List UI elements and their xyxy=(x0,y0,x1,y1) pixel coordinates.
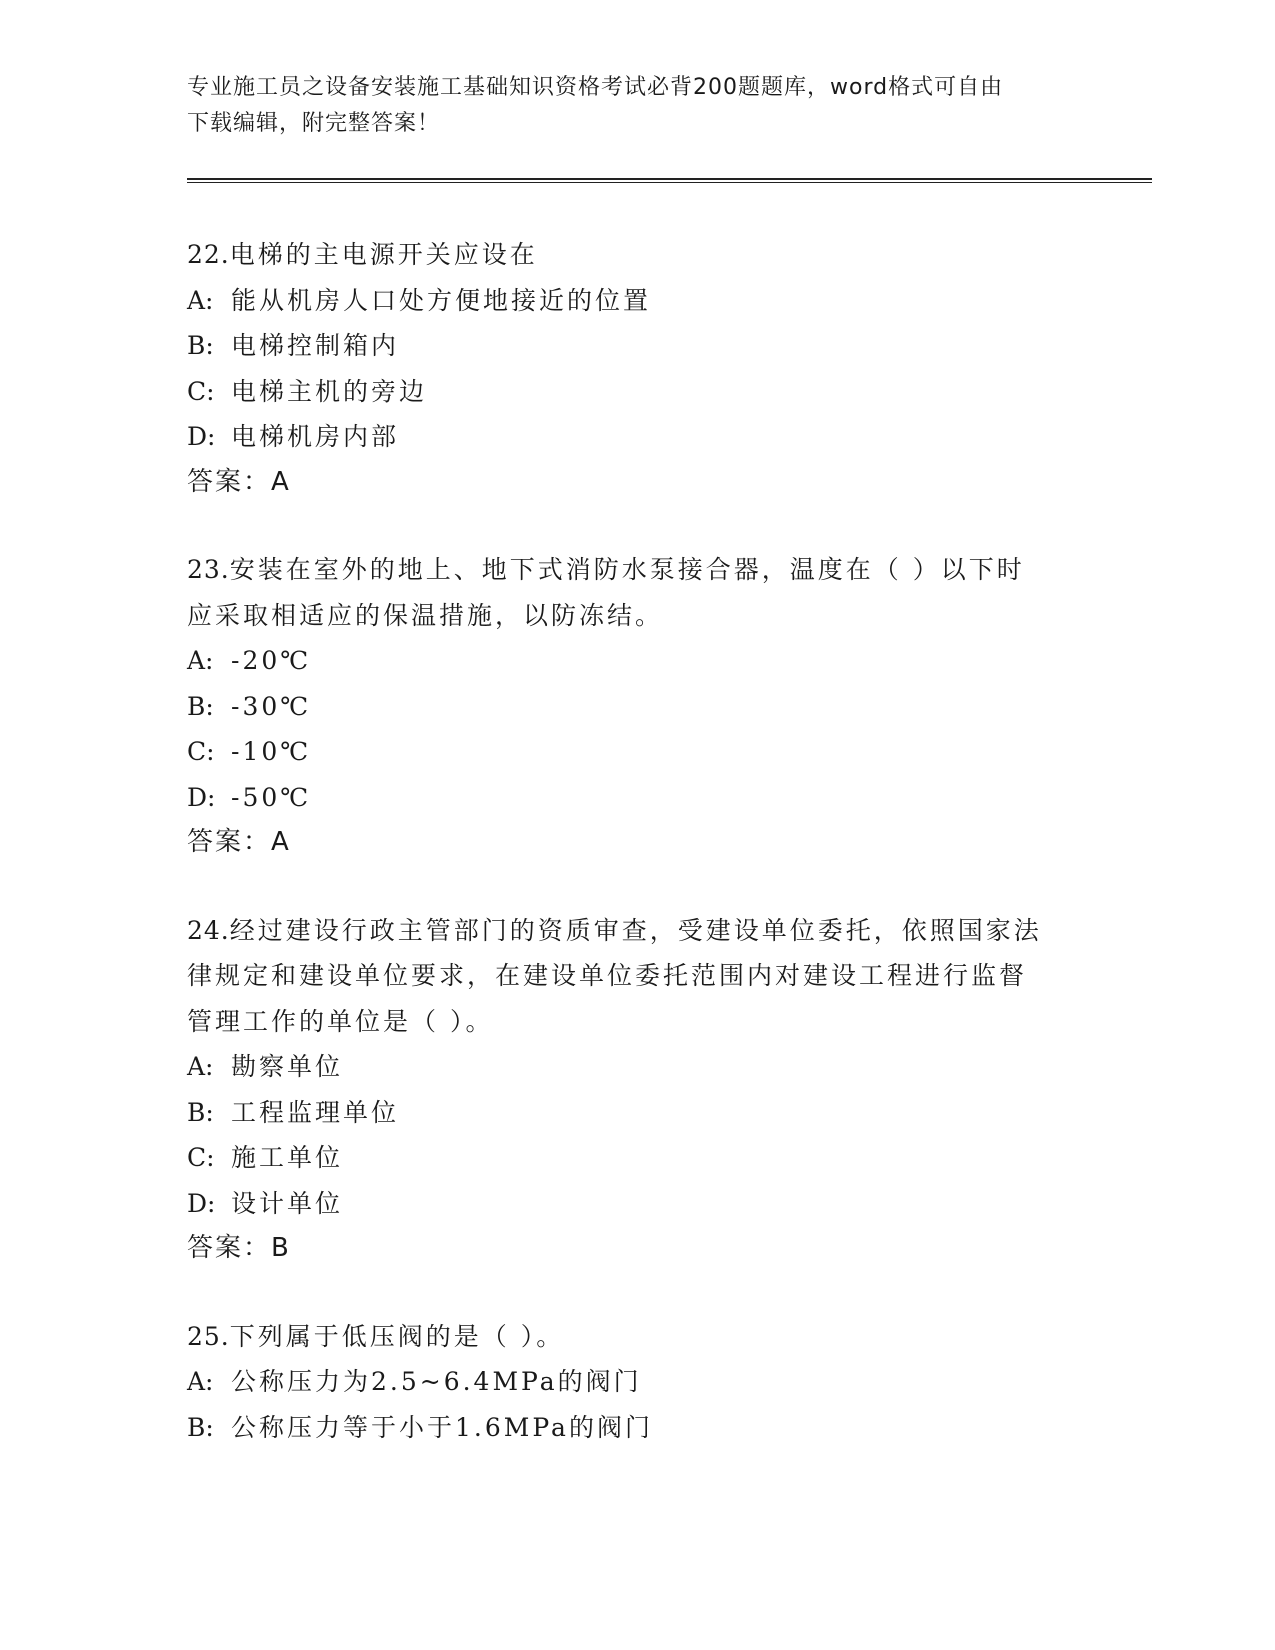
option-c xyxy=(187,369,1087,415)
header-line-1: 专业施工员之设备安装施工基础知识资格考试必背200题题库，word格式可自由 xyxy=(187,75,1004,100)
option-letter: B: xyxy=(187,691,214,721)
option-text: 电梯主机的旁边 xyxy=(231,376,428,406)
question-stem xyxy=(187,908,1087,954)
option-b xyxy=(187,684,1087,730)
option-text: -20℃ xyxy=(231,646,312,675)
option-text: 能从机房人口处方便地接近的位置 xyxy=(231,285,652,315)
option-letter: A: xyxy=(187,1052,214,1081)
option-letter: A: xyxy=(187,285,214,315)
option-letter: D: xyxy=(187,1188,216,1218)
question-22 xyxy=(187,232,1087,505)
option-a xyxy=(187,638,1087,684)
option-text: 工程监理单位 xyxy=(231,1097,400,1127)
question-list xyxy=(187,232,1087,1492)
question-text: 安装在室外的地上、地下式消防水泵接合器，温度在（ ）以下时 xyxy=(229,555,1025,584)
question-stem xyxy=(187,547,1087,593)
option-letter: A: xyxy=(187,646,214,675)
option-d xyxy=(187,414,1087,460)
option-text: 电梯机房内部 xyxy=(231,422,400,451)
option-letter: B: xyxy=(187,331,214,360)
question-stem-continued: 管理工作的单位是（ ）。 xyxy=(187,1006,494,1036)
option-d xyxy=(187,775,1087,821)
option-letter: C: xyxy=(187,1143,215,1172)
question-number: 23. xyxy=(187,555,230,584)
option-d xyxy=(187,1181,1087,1227)
question-stem-continued: 应采取相适应的保温措施，以防冻结。 xyxy=(187,600,664,630)
option-b xyxy=(187,1090,1087,1136)
page-header xyxy=(187,70,1067,142)
option-text: 公称压力为2.5~6.4MPa的阀门 xyxy=(231,1367,642,1396)
option-text: 设计单位 xyxy=(231,1188,344,1218)
option-a xyxy=(187,278,1087,324)
question-number: 25. xyxy=(187,1321,230,1351)
option-text: 勘察单位 xyxy=(231,1052,344,1081)
option-text: -30℃ xyxy=(231,691,312,721)
option-letter: B: xyxy=(187,1412,214,1442)
question-stem xyxy=(187,1314,1087,1360)
option-letter: C: xyxy=(187,737,215,766)
option-letter: A: xyxy=(187,1367,214,1396)
option-letter: D: xyxy=(187,422,216,451)
option-text: -50℃ xyxy=(231,782,312,812)
option-b xyxy=(187,323,1087,369)
question-24 xyxy=(187,908,1087,1272)
question-text: 经过建设行政主管部门的资质审查，受建设单位委托，依照国家法 xyxy=(229,915,1042,945)
option-b xyxy=(187,1405,1087,1451)
option-text: -10℃ xyxy=(231,737,312,766)
question-stem-continued: 律规定和建设单位要求，在建设单位委托范围内对建设工程进行监督 xyxy=(187,961,1028,990)
option-a xyxy=(187,1044,1087,1090)
answer: 答案：A xyxy=(187,827,291,857)
option-a xyxy=(187,1359,1087,1405)
option-text: 公称压力等于小于1.6MPa的阀门 xyxy=(231,1412,653,1442)
option-text: 电梯控制箱内 xyxy=(231,331,400,360)
question-number: 24. xyxy=(187,915,230,945)
option-letter: D: xyxy=(187,782,216,812)
header-divider xyxy=(187,178,1152,183)
question-23 xyxy=(187,547,1087,866)
question-text: 电梯的主电源开关应设在 xyxy=(229,240,538,269)
header-line-2: 下载编辑，附完整答案！ xyxy=(187,111,441,136)
question-text: 下列属于低压阀的是（ ）。 xyxy=(229,1321,565,1351)
answer: 答案：A xyxy=(187,466,291,497)
question-stem xyxy=(187,232,1087,278)
option-letter: C: xyxy=(187,376,215,406)
question-25 xyxy=(187,1314,1087,1451)
option-letter: B: xyxy=(187,1097,214,1127)
option-c xyxy=(187,729,1087,775)
option-c xyxy=(187,1135,1087,1181)
option-text: 施工单位 xyxy=(231,1143,344,1172)
answer: 答案：B xyxy=(187,1233,291,1263)
question-number: 22. xyxy=(187,240,230,269)
